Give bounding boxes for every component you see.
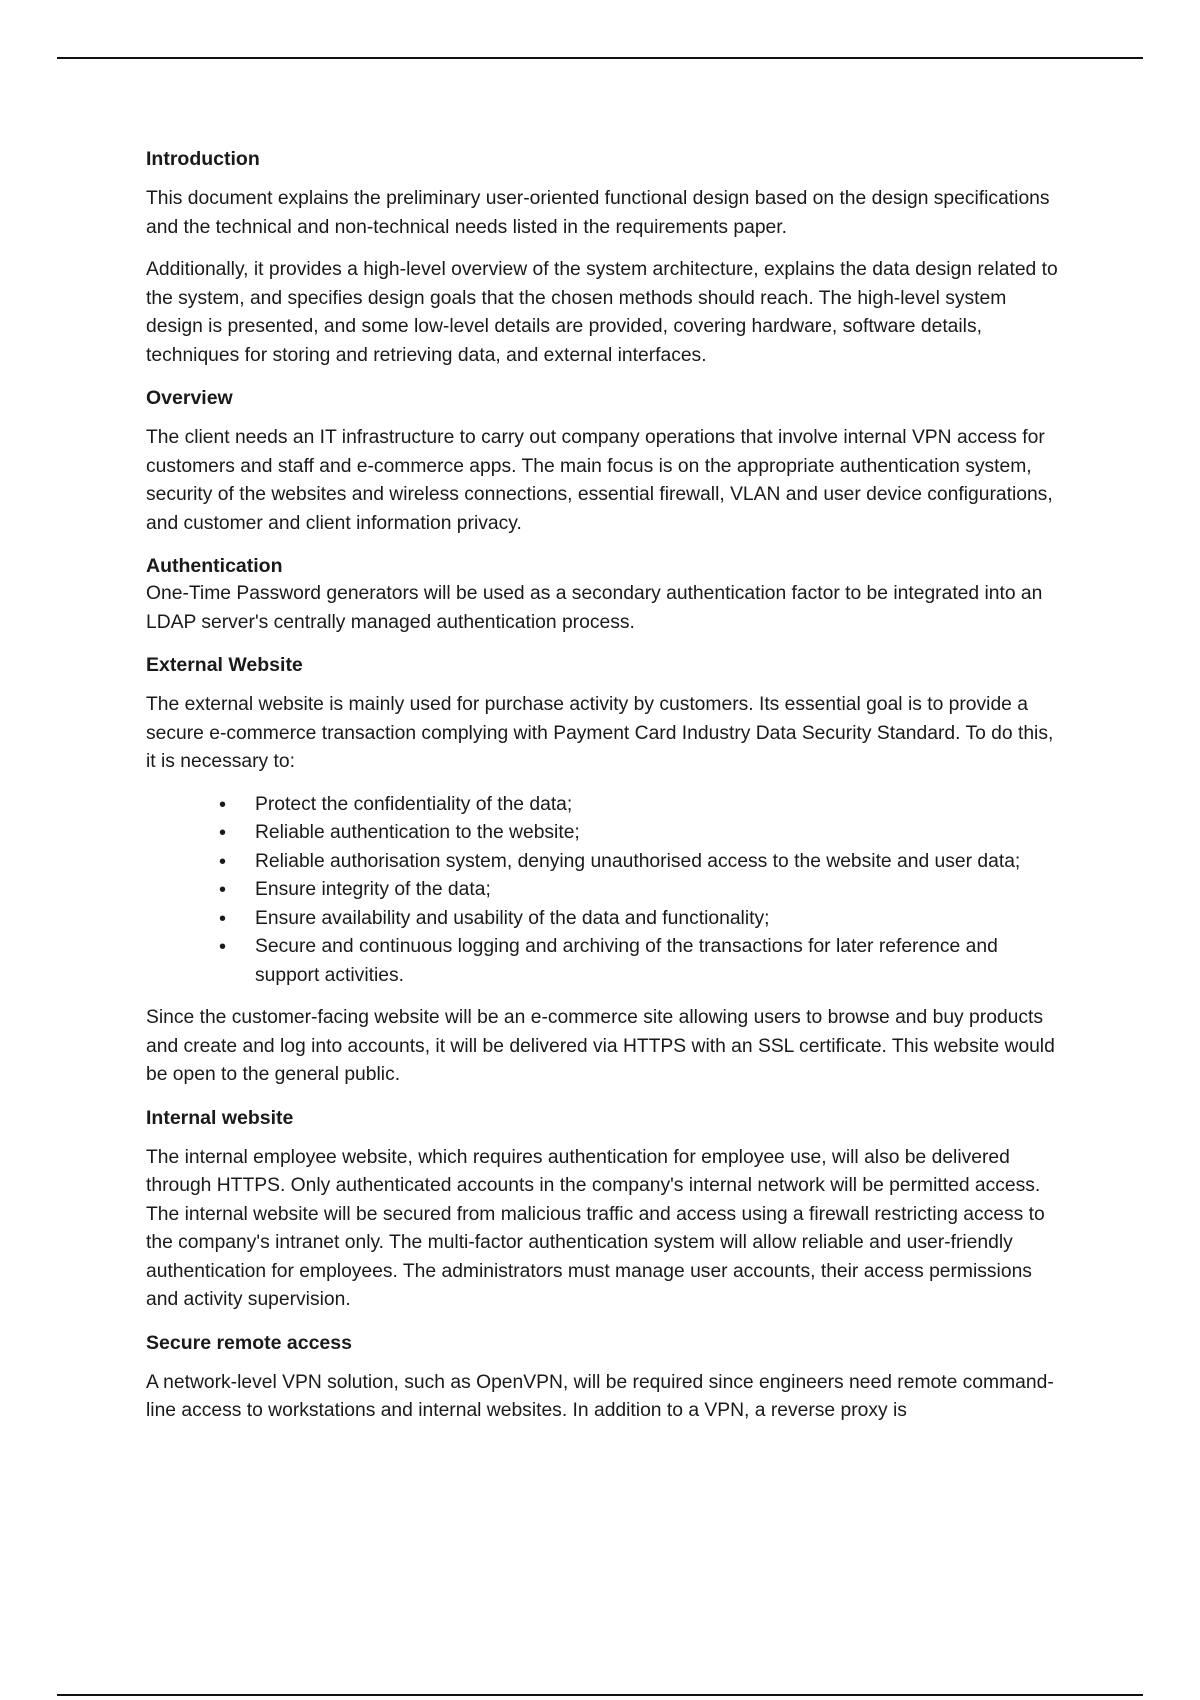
section-heading-secure-remote-access: Secure remote access: [146, 1331, 352, 1354]
paragraph: The external website is mainly used for purchase activity by customers. Its essential goal is to provide a secure e-commerce transaction complying with Payment Card Industry Data Security Standard. To do this, it is necessary to:: [146, 694, 1054, 772]
footer-rule: [57, 1694, 1143, 1696]
list-item: • Ensure availability and usability of the data and functionality;: [255, 905, 1066, 934]
paragraph: The client needs an IT infrastructure to carry out company operations that involve internal VPN access for customers and staff and e-commerce apps. The main focus is on the appropriate authentication system, security of the websites and wireless connections, essential firewall, VLAN and user device configurations, and customer and client information privacy.: [146, 427, 1053, 534]
requirements-list: [146, 791, 1066, 991]
header-rule: [57, 57, 1143, 59]
list-item: • Reliable authorisation system, denying unauthorised access to the website and user data;: [255, 848, 1066, 877]
paragraph: A network-level VPN solution, such as OpenVPN, will be required since engineers need remote command-line access to workstations and internal websites. In addition to a VPN, a reverse proxy is: [146, 1371, 1054, 1421]
list-item: • Ensure integrity of the data;: [255, 876, 1066, 905]
paragraph: One-Time Password generators will be used as a secondary authentication factor to be integrated into an LDAP server's centrally managed authentication process.: [146, 583, 1043, 633]
list-item: • Reliable authentication to the website;: [255, 819, 1066, 848]
paragraph: This document explains the preliminary user-oriented functional design based on the design specifications and the technical and non-technical needs listed in the requirements paper.: [146, 188, 1050, 238]
list-item: • Secure and continuous logging and archiving of the transactions for later reference and support activities.: [255, 933, 1066, 990]
section-heading-external-website: External Website: [146, 654, 303, 676]
paragraph: Since the customer-facing website will be an e-commerce site allowing users to browse and buy products and create and log into accounts, it will be delivered via HTTPS with an SSL certificate. This website would be open to the general public.: [146, 1007, 1055, 1085]
document-body: [146, 145, 1066, 1440]
paragraph: The internal employee website, which requires authentication for employee use, will also be delivered through HTTPS. Only authenticated accounts in the company's internal network will be permitted access. The internal website will be secured from malicious traffic and access using a firewall restricting access to the company's intranet only. The multi-factor authentication system will allow reliable and user-friendly authentication for employees. The administrators must manage user accounts, their access permissions and activity supervision.: [146, 1146, 1045, 1310]
section-heading-introduction: Introduction: [146, 148, 260, 170]
section-heading-authentication: Authentication: [146, 555, 283, 577]
section-heading-internal-website: Internal website: [146, 1106, 294, 1129]
section-heading-overview: Overview: [146, 387, 233, 409]
paragraph: Additionally, it provides a high-level overview of the system architecture, explains the data design related to the system, and specifies design goals that the chosen methods should reach. The high-level system design is presented, and some low-level details are provided, covering hardware, software details, techniques for storing and retrieving data, and external interfaces.: [146, 259, 1058, 366]
list-item: • Protect the confidentiality of the data;: [255, 791, 1066, 820]
